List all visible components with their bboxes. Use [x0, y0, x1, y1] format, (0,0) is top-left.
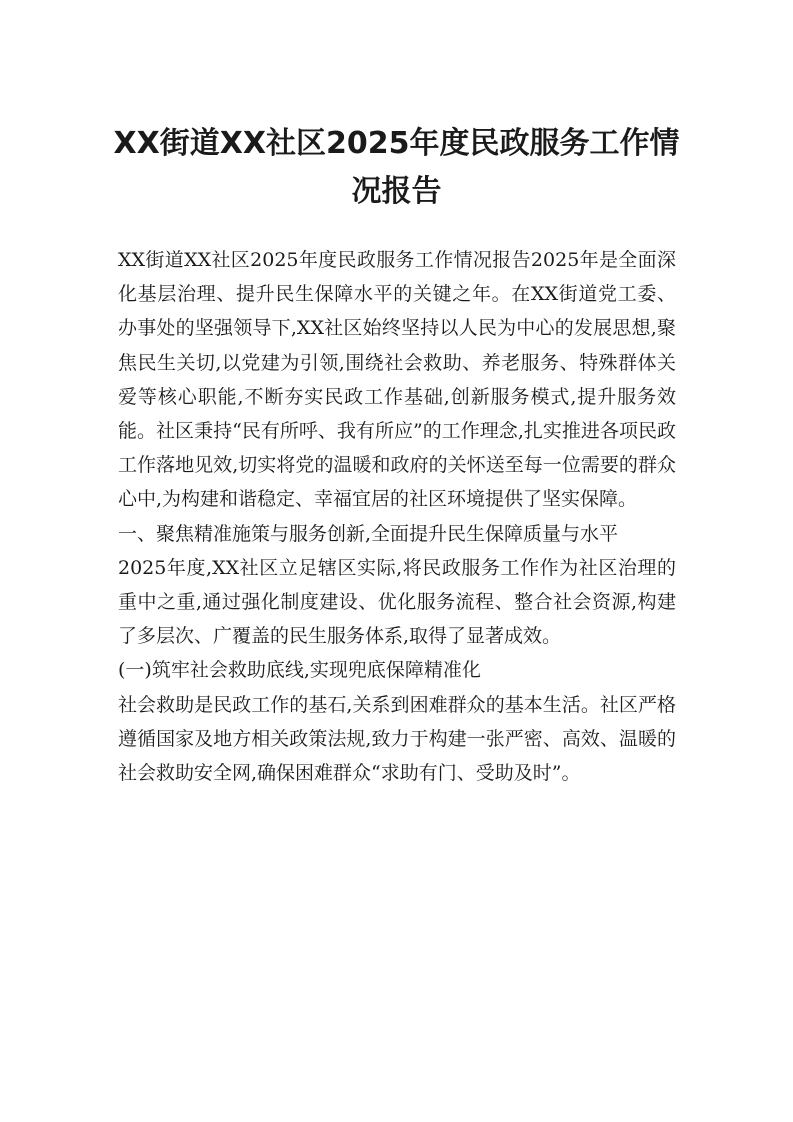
section-heading-1: 一、聚焦精准施策与服务创新,全面提升民生保障质量与水平 — [118, 522, 619, 545]
document-title — [100, 120, 693, 216]
title-line-2: 况报告 — [351, 174, 442, 209]
document-body — [118, 243, 676, 790]
section-1-paragraph: 2025年度,XX社区立足辖区实际,将民政服务工作作为社区治理的重中之重,通过强化制度建设、优化服务流程、整合社会资源,构建了多层次、广覆盖的民生服务体系,取得了显著成效。 — [118, 556, 676, 648]
subsection-heading-1: (一)筑牢社会救助底线,实现兜底保障精准化 — [118, 659, 481, 682]
title-line-1: XX街道XX社区2025年度民政服务工作情 — [113, 126, 680, 161]
subsection-1-paragraph: 社会救助是民政工作的基石,关系到困难群众的基本生活。社区严格遵循国家及地方相关政策法规,致力于构建一张严密、高效、温暖的社会救助安全网,确保困难群众“求助有门、受助及时”。 — [118, 693, 676, 785]
intro-paragraph: XX街道XX社区2025年度民政服务工作情况报告2025年是全面深化基层治理、提升民生保障水平的关键之年。在XX街道党工委、办事处的坚强领导下,XX社区始终坚持以人民为中心的发展思想,聚焦民生关切,以党建为引领,围绕社会救助、养老服务、特殊群体关爱等核心职能,不断夯实民政工作基础,创新服务模式,提升服务效能。社区秉持“民有所呼、我有所应”的工作理念,扎实推进各项民政工作落地见效,切实将党的温暖和政府的关怀送至每一位需要的群众心中,为构建和谐稳定、幸福宜居的社区环境提供了坚实保障。 — [118, 249, 676, 511]
